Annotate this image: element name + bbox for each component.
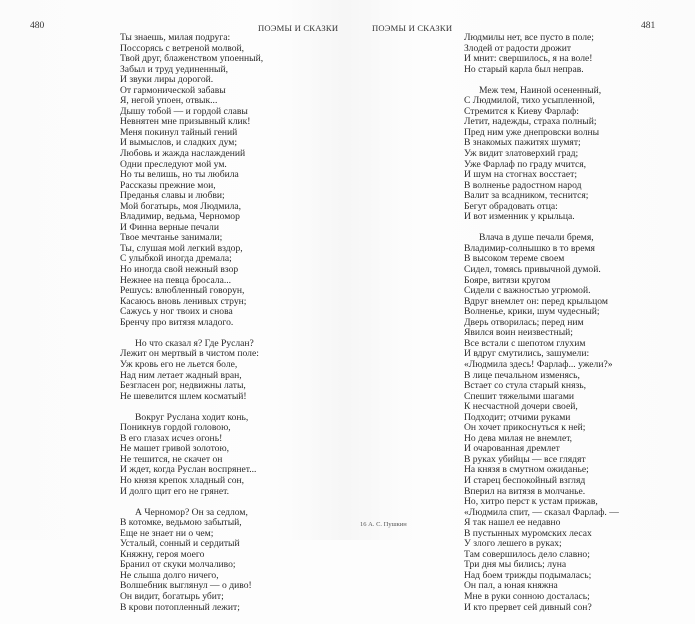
verse-line: Уж видит златоверхий град; (464, 148, 579, 160)
verse-line: Любовь и жажда наслаждений (120, 148, 246, 160)
right-page (345, 0, 695, 613)
verse-line: Я так нашел ее недавно (464, 517, 561, 529)
verse-line: Но, хитро перст к устам прижав, (464, 496, 598, 508)
verse-line: В котомке, ведьмою забытый, (120, 517, 242, 529)
stanza (120, 339, 263, 402)
verse-line: Не машет гривой золотою, (120, 443, 230, 455)
verse-line: Не шевелится шлем косматый! (120, 390, 247, 402)
verse-line: Он пал, а юная княжна (464, 580, 558, 592)
verse-line: В руках убийцы — все глядят (464, 453, 586, 465)
stanza (120, 413, 263, 497)
verse-line: И вот изменник у крыльца. (464, 211, 575, 223)
verse-line: Я, негой упоен, отвык... (120, 95, 218, 107)
page-number: 481 (641, 21, 656, 31)
verse-line: Лежит он мертвый в чистом поле: (120, 348, 259, 360)
verse-line: Нежнее на певца бросала... (120, 274, 232, 286)
verse-line: В его глазах исчез огонь! (120, 432, 223, 444)
verse-line: Меж тем, Наиной осененный, (479, 84, 602, 96)
verse-line: Безгласен рог, недвижны латы, (120, 380, 246, 392)
verse-line: «Людмила спит, — сказал Фарлаф. — (464, 506, 619, 518)
verse-line: Не слыша долго ничего, (120, 569, 219, 581)
verse-line: Уже Фарлаф по граду мчится, (464, 158, 587, 170)
verse-line: И звуки лиры дорогой. (120, 74, 214, 86)
verse-line: Над ним летает жадный вран, (120, 369, 242, 381)
verse-line: Бояре, витязи кругом (464, 274, 551, 286)
verse-text (120, 33, 263, 624)
verse-line: Дверь отворилась; перед ним (464, 316, 584, 328)
verse-line: Касаюсь вновь ленивых струн; (120, 295, 247, 307)
verse-line: И долго щит его не грянет. (120, 485, 230, 497)
verse-line: Мне в руки сонною досталась; (464, 590, 590, 602)
verse-line: Поссорясь с ветреной молвой, (120, 42, 245, 54)
verse-line: В крови потопленный лежит; (120, 601, 240, 613)
verse-line: Но иногда свой нежный взор (120, 264, 239, 276)
verse-line: В волненье радостном народ (464, 179, 582, 191)
verse-line: Но дева милая не внемлет, (464, 432, 573, 444)
verse-line: Невнятен мне призывный клик! (120, 116, 251, 128)
running-head: ПОЭМЫ И СКАЗКИ (258, 23, 339, 33)
verse-line: И шум на стогнах восстает; (464, 169, 577, 181)
verse-line: Валит за всадником, теснится; (464, 190, 589, 202)
verse-line: В пустынных муромских лесах (464, 527, 592, 539)
verse-line: Подходит; отчими руками (464, 411, 571, 423)
verse-line: Все встали с шепотом глухим (464, 337, 586, 349)
verse-line: И вымыслов, и сладких дум; (120, 137, 237, 149)
verse-line: Сидел, томясь привычной думой. (464, 264, 601, 276)
verse-line: Усталый, сонный и сердитый (120, 538, 240, 550)
verse-line: Бранил от скуки молчаливо; (120, 559, 236, 571)
verse-line: Дышу тобой — и гордой славы (120, 105, 248, 117)
verse-line: Твое мечтанье занимали; (120, 232, 223, 244)
running-head: ПОЭМЫ И СКАЗКИ (372, 23, 453, 33)
verse-line: Пред ним уже днепровски волны (464, 126, 600, 138)
verse-line: И Финна верные печали (120, 221, 219, 233)
verse-line: И кто прервет сей дивный сон? (464, 601, 592, 613)
verse-line: Ты знаешь, милая подруга: (120, 32, 231, 43)
verse-line: Злодей от радости дрожит (464, 42, 572, 54)
verse-line: Ты, слушая мой легкий вздор, (120, 242, 243, 254)
verse-line: Волшебник выглянул — о диво! (120, 580, 252, 592)
verse-line: Людмилы нет, все пусто в поле; (464, 32, 594, 43)
verse-line: И очарованная дремлет (464, 443, 560, 455)
verse-line: Поникнув гордой головою, (120, 422, 231, 434)
verse-line: Три дня мы бились; луна (464, 559, 567, 571)
verse-line: Мой богатырь, моя Людмила, (120, 200, 242, 212)
verse-line: Влача в душе печали бремя, (479, 232, 594, 244)
verse-line: Он хочет прикоснуться к ней; (464, 422, 586, 434)
verse-line: Явился воин неизвестный; (464, 327, 573, 339)
verse-line: На князя в смутном ожиданье; (464, 464, 589, 476)
verse-line: И вдруг смутились, зашумели: (464, 348, 590, 360)
verse-line: Летит, надежды, страха полный; (464, 116, 597, 128)
verse-line: Решусь: влюбленный говорун, (120, 285, 245, 297)
verse-line: Стремится к Киеву Фарлаф: (464, 105, 579, 117)
footer-signature: 16 А. С. Пушкин (360, 521, 407, 528)
stanza (120, 508, 263, 613)
verse-line: Еще не знает ни о чем; (120, 527, 214, 539)
page-number: 480 (30, 21, 45, 31)
stanza (464, 33, 619, 75)
verse-line: Но ты велишь, но ты любила (120, 169, 239, 181)
verse-line: Рассказы прежние мои, (120, 179, 216, 191)
verse-line: Княжну, героя моего (120, 548, 205, 560)
verse-line: Сажусь у ног твоих и снова (120, 306, 233, 318)
verse-line: И старец беспокойный взгляд (464, 474, 586, 486)
verse-line: Меня покинул тайный гений (120, 126, 238, 138)
verse-line: К несчастной дочери своей, (464, 401, 578, 413)
verse-line: Бренчу про витязя младого. (120, 316, 234, 328)
verse-line: Забыл и труд уединенный, (120, 63, 229, 75)
stanza (464, 233, 619, 613)
verse-line: В высоком тереме своем (464, 253, 565, 265)
verse-line: И мнит: свершилось, я на воле! (464, 53, 593, 65)
verse-line: «Людмила здесь! Фарлаф... ужели?» (464, 358, 613, 370)
verse-line: Он видит, богатырь убит; (120, 590, 224, 602)
verse-line: Сидели с важностью угрюмой. (464, 285, 591, 297)
verse-line: Но старый карла был неправ. (464, 63, 584, 75)
verse-line: Волненье, крики, шум чудесный; (464, 306, 600, 318)
verse-line: Одни преследуют мой ум. (120, 158, 227, 170)
verse-line: Бегут обрадовать отца: (464, 200, 558, 212)
stanza (464, 86, 619, 223)
verse-line: Владимир-солнышко в то время (464, 242, 595, 254)
left-page (0, 0, 345, 613)
verse-line: Вокруг Руслана ходит конь, (135, 411, 249, 423)
verse-line: Там совершилось дело славно; (464, 548, 590, 560)
verse-line: Но князя крепок хладный сон, (120, 474, 245, 486)
verse-line: Владимир, ведьма, Черномор (120, 211, 240, 223)
verse-line: Встает со стула старый князь, (464, 380, 587, 392)
verse-line: Спешит тяжелыми шагами (464, 390, 575, 402)
verse-line: Преданья славы и любви; (120, 190, 225, 202)
verse-line: Над боем трижды подымалась; (464, 569, 592, 581)
verse-line: От гармонической забавы (120, 84, 226, 96)
verse-line: У злого лешего в руках; (464, 538, 562, 550)
stanza (120, 33, 263, 328)
verse-line: С Людмилой, тихо усыпленной, (464, 95, 595, 107)
verse-line: Но что сказал я? Где Руслан? (135, 337, 254, 349)
verse-text (464, 33, 619, 624)
verse-line: Твой друг, блаженством упоенный, (120, 53, 264, 65)
verse-line: А Черномор? Он за седлом, (135, 506, 248, 518)
verse-line: И ждет, когда Руслан воспрянет... (120, 464, 257, 476)
verse-line: Уж кровь его не льется боле, (120, 358, 238, 370)
verse-line: С улыбкой иногда дремала; (120, 253, 232, 265)
verse-line: Вдруг внемлет он: перед крыльцом (464, 295, 608, 307)
verse-line: Вперил на витязя в молчанье. (464, 485, 586, 497)
verse-line: Не тешится, не скачет он (120, 453, 223, 465)
verse-line: В знакомых пажитях шумят; (464, 137, 581, 149)
verse-line: В лице печальном изменясь, (464, 369, 580, 381)
